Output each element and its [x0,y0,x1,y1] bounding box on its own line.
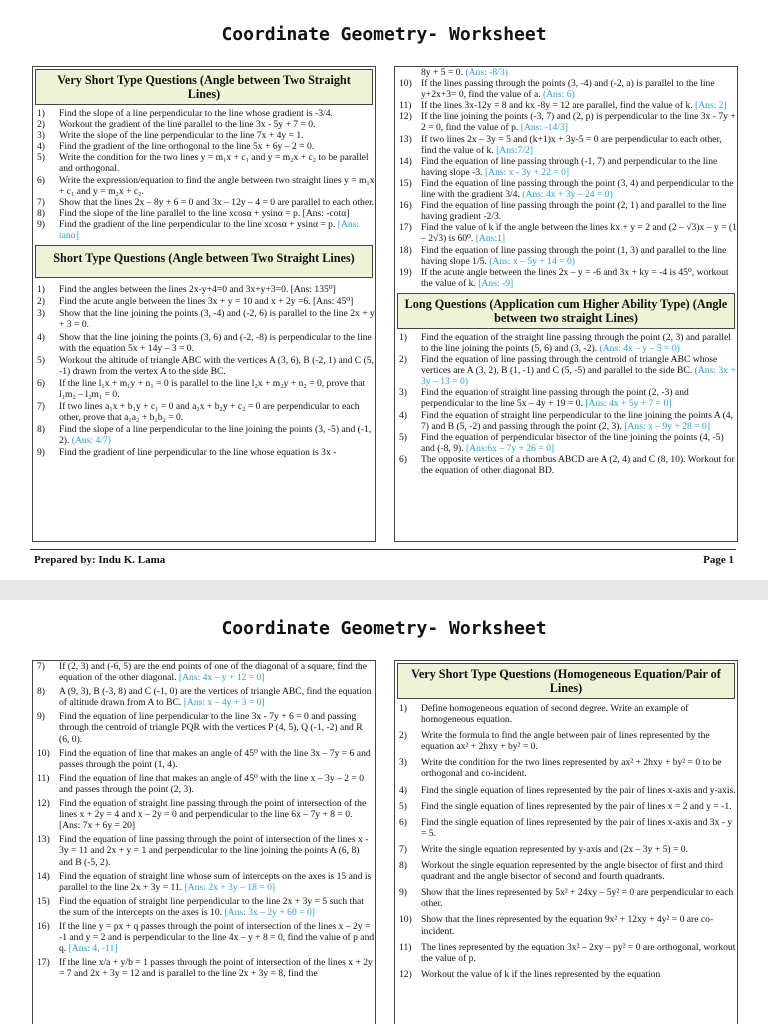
question-number: 8) [37,686,45,698]
question-number: 6) [399,453,407,465]
question-number: 5) [399,431,407,443]
question-item [33,686,375,708]
question-number: 11) [399,100,412,112]
answer-text: [Ans: x – 9y + 28 = 0] [624,420,711,432]
question-item [395,785,737,796]
question-number: 3) [37,130,45,142]
question-text: Find the equation of perpendicular bisector of the line joining the points (4, -5) and (-8, 9). [421,431,724,454]
question-item [33,130,375,141]
question-number: 2) [37,296,45,308]
question-text: Find the slope of a line perpendicular to the line joining the points (3, -5) and (-1, 2). [59,424,372,447]
question-text: Find the equation of line passing through the point (2, 1) and parallel to the line having gradient -2/3. [421,200,727,223]
question-text: Find the equation of line passing through the point (3, 4) and perpendicular to the line with the gradient 3/4. [421,177,734,201]
question-text: A (9, 3), B (-3, 8) and C (-1, 0) are the vertices of triangle ABC, find the equation of altitude drawn from A to BC. [59,686,372,709]
question-number: 7) [37,196,45,208]
question-item [395,969,737,980]
question-number: 3) [399,387,407,399]
question-item [395,222,737,244]
question-text: Workout the gradient of the line parallel to the line 3x - 5y + 7 = 0. [59,119,316,131]
answer-text: (Ans: 6) [543,89,575,101]
question-item [33,773,375,795]
question-text: Find the equation of line that makes an angle of 45⁰ with the line x – 3y – 2 = 0 and passes through the point (2, 3). [59,772,365,795]
page-title: Coordinate Geometry- Worksheet [221,24,547,45]
question-item [33,748,375,770]
question-number: 14) [37,870,50,882]
question-item [395,111,737,133]
question-number: 17) [399,222,412,234]
question-item [33,957,375,979]
question-number: 9) [399,887,407,899]
question-number: 7) [37,401,45,413]
right-column [394,66,738,542]
right-column [394,660,738,1024]
short-question-list-continued [395,67,737,289]
left-column [32,66,376,542]
question-item [395,156,737,178]
question-number: 5) [399,800,407,812]
question-text: If the line l₁x + m₁y + n₁ = 0 is parallel to the line l₂x + m₂y + n₂ = 0, prove that l₁m₂ – l₂m₁ = 0. [59,377,366,400]
question-number: 3) [37,308,45,320]
question-item [33,661,375,683]
question-number: 15) [37,895,50,907]
question-item [395,432,737,454]
question-number: 8) [399,860,407,872]
question-number: 1) [37,108,45,119]
question-text: If (2, 3) and (-6, 5) are the end points of one of the diagonal of a square, find the equation of the other diagonal. [59,661,367,684]
question-item [33,798,375,831]
question-text: If the acute angle between the lines 2x – y = -6 and 3x + ky = -4 is 45⁰, workout the value of k. [421,266,729,289]
question-text: If two lines a₁x + b₁y + c₁ = 0 and a₂x + b₂y + c₂ = 0 are perpendicular to each other, prove that a₁a₂ + b₁b₂ = 0. [59,401,360,424]
question-text: The opposite vertices of a rhombus ABCD are A (2, 4) and C (8, 10). Workout for the equation of other diagonal BD. [421,453,735,476]
question-text: If the lines passing through the points (3, -4) and (-2, a) is parallel to the line y+2x+3= 0, find the value of a. [421,78,715,101]
question-item [33,401,375,423]
question-number: 6) [37,174,45,186]
question-text: Find the equation of line passing through the point of intersection of the lines x - 3y = 11 and 2x + y = 1 and perpendicular to the line joining the points A (6, 8) and B (-5, 2). [59,834,369,868]
question-item [33,152,375,174]
question-number: 18) [399,244,412,256]
question-text: Find the slope of a line perpendicular to the line whose gradient is -3/4. [59,108,333,119]
answer-text: [Ans:7/2] [496,144,533,156]
section-heading-very-short: Very Short Type Questions (Angle between Two Straight Lines) [35,69,373,105]
question-text: Find the equation of straight line passing through the point (2, -3) and perpendicular to the line 5x – 4y + 19 = 0. [421,387,689,410]
question-number: 7) [37,661,45,672]
answer-text: [Ans: 4x – y + 12 = 0] [178,672,265,684]
question-text: Find the gradient of the line orthogonal to the line 5x + 6y – 2 = 0. [59,141,315,153]
very-short-question-list [33,108,375,241]
question-item [33,355,375,377]
question-text: Find the equation of straight line whose sum of intercepts on the axes is 15 and is parallel to the line 2x + 3y = 11. [59,870,372,893]
answer-text: (Ans: 4x + 3y – 24 = 0) [522,189,613,201]
question-text: Write the slope of the line perpendicular to the line 7x + 4y = 1. [59,130,304,142]
question-item [395,178,737,200]
question-item [395,817,737,839]
homogeneous-question-list [395,703,737,980]
question-item [395,844,737,855]
question-number: 12) [37,798,50,810]
question-number: 10) [399,914,412,926]
question-number: 10) [37,747,50,759]
question-text: Write the expression/equation to find the angle between two straight lines y = m₁x + c₁ and y = m₂x + c₂. [59,174,375,197]
question-text: Find the single equation of lines represented by the pair of lines x = 2 and y = -1. [421,800,732,812]
question-number: 8) [37,424,45,436]
answer-text: [Ans: 3x – 2y + 60 = 0] [224,906,315,918]
footer-author: Prepared by: Indu K. Lama [34,554,166,566]
question-number: 4) [399,784,407,796]
question-number: 16) [399,200,412,212]
question-item [395,757,737,779]
question-text: Show that the line joining the points (3, -4) and (-2, 6) is parallel to the line 2x + y + 3 = 0. [59,308,375,331]
question-item [395,454,737,476]
footer-page-number: Page 1 [703,554,734,566]
left-column [32,660,376,1024]
question-text: Find the value of k if the angle between the lines kx + y = 2 and (2 – √3)x – y = (1 – 2√3) is 60⁰. [421,222,737,245]
question-item [33,296,375,307]
answer-text: [Ans: 2] [695,100,727,112]
question-number: 13) [37,834,50,846]
question-item [33,921,375,954]
question-item [395,410,737,432]
question-text: Find the equation of line perpendicular to the line 3x - 7y + 6 = 0 and passing through the centroid of triangle PQR with the vertices P (4, 5), Q (-1, -2) and R (6, 0). [59,711,363,745]
answer-text: (Ans: 3x + 3y – 13 = 0) [421,365,736,388]
answer-text: (Ans: x – 5y + 14 = 0) [489,255,575,267]
question-item [395,100,737,111]
question-item [395,134,737,156]
question-text: Find the equation of line passing through (-1, 7) and perpendicular to the line having slope -3. [421,155,718,178]
question-item [33,119,375,130]
question-item [395,67,737,78]
question-number: 2) [399,730,407,742]
question-text: The lines represented by the equation 3x² – 2xy – py² = 0 are orthogonal, workout the value of p. [421,941,736,964]
question-text: Show that the line joining the points (3, 6) and (-2, -8) is perpendicular to the line with the equation 5x + 14y – 3 = 0. [59,331,372,354]
question-number: 11) [37,772,50,784]
question-item [33,834,375,867]
question-text: Workout the altitude of triangle ABC with the vertices A (3, 6), B (-2, 1) and C (5, -1) drawn from the vertex A to the side BC. [59,354,374,377]
question-number: 5) [37,152,45,164]
answer-text: (Ans: -8/3) [465,67,508,78]
question-number: 6) [37,377,45,389]
question-number: 8) [37,207,45,219]
answer-text: [Ans: 4, -11] [68,943,118,955]
question-number: 16) [37,920,50,932]
question-text: Show that the lines represented by 5x² + 24xy – 5y² = 0 are perpendicular to each other. [421,887,734,910]
question-number: 6) [399,816,407,828]
question-item [33,208,375,219]
answer-text: [Ans: x – 4y + 3 = 0] [183,697,265,709]
page-title: Coordinate Geometry- Worksheet [221,618,547,639]
question-item [33,108,375,119]
question-number: 19) [399,266,412,278]
question-item [33,175,375,197]
question-item [33,896,375,918]
question-text: Write the condition for the two lines represented by ax² + 2hxy + by² = 0 to be orthogonal and co-incident. [421,757,722,780]
question-number: 1) [37,284,45,296]
answer-text: (Ans: 4x – y – 5 = 0) [599,342,680,354]
question-number: 12) [399,111,412,123]
question-text: Write the condition for the two lines y = m₁x + c₁ and y = m₂x + c₂ to be parallel and orthogonal. [59,152,369,175]
question-item [33,197,375,208]
question-text: Find the equation of line that makes an angle of 45⁰ with the line 3x – 7y = 6 and passes through the point (1, 4). [59,747,371,770]
question-text: Find the slope of the line parallel to the line xcosα + ysinα = p. [Ans: -cotα] [59,207,350,219]
answer-text: [Ans: -14/3] [520,122,568,134]
question-item [33,378,375,400]
answer-text: [Ans: 2x + 3y – 18 = 0] [184,881,276,893]
question-text: Find the equation of line passing through the point (1, 3) and parallel to the line having slope 1/5. [421,244,727,267]
question-item [395,200,737,222]
question-item [395,78,737,100]
question-number: 9) [37,447,45,459]
question-item [395,354,737,387]
question-text: Find the equation of straight line passing through the point of intersection of the lines x + 2y = 4 and x – 2y = 0 and perpendicular to the line 6x – 7y + 8 = 0. [Ans: 7x + 6y = 20] [59,798,367,832]
question-text: Find the equation of straight line perpendicular to the line 2x + 3y = 5 such that the sum of the intercepts on the axes is 10. [59,895,364,918]
question-item [33,219,375,241]
long-question-list-continued [33,661,375,979]
question-number: 2) [399,354,407,366]
question-number: 4) [37,331,45,343]
question-text: Find the gradient of the line perpendicular to the line xcosα + ysinα = p. [59,218,336,230]
question-number: 7) [399,843,407,855]
question-item [33,871,375,893]
answer-text: [Ans: tanα] [59,218,360,242]
question-number: 1) [399,703,407,714]
question-item [395,730,737,752]
question-item [33,447,375,458]
question-number: 17) [37,957,50,969]
question-item [395,914,737,936]
question-text: Find the equation of line passing through the centroid of triangle ABC whose vertices are A (3, 2), B (1, -1) and C (5, -5) and parallel to the side BC. [421,354,718,377]
question-number: 4) [399,409,407,421]
question-text: If the line joining the points (-3, 7) and (2, p) is perpendicular to the line 3x - 7y + 2 = 0, find the value of p. [421,111,736,134]
question-number: 15) [399,177,412,189]
question-item [395,942,737,964]
question-text: If the lines 3x-12y = 8 and kx -8y = 12 are parallel, find the value of k. [421,100,693,112]
answer-text: [Ans: 4x + 5y + 7 = 0] [585,398,672,410]
long-question-list [395,332,737,476]
question-number: 14) [399,155,412,167]
section-heading-homogeneous: Very Short Type Questions (Homogeneous Equation/Pair of Lines) [397,663,735,699]
question-text: Show that the lines represented by the equation 9x² + 12xy + 4y² = 0 are co-incident. [421,914,714,937]
question-item [395,860,737,882]
question-item [395,332,737,354]
question-text: Find the single equation of lines represented by the pair of lines x-axis and 3x - y = 5. [421,816,733,839]
question-text: Find the angles between the lines 2x-y+4=0 and 3x+y+3=0. [Ans: 135⁰] [59,284,336,296]
question-text: If the line y = px + q passes through the point of intersection of the lines x – 2y = -1 and y = 2 and is perpendicular to the line 4x – y + 8 = 0, find the value of p and q. [59,920,375,955]
question-item [395,801,737,812]
short-question-list [33,284,375,458]
question-item [33,332,375,354]
question-text: Find the equation of straight line perpendicular to the line joining the points A (4, 7) and B (5, -2) and passing through the point (2, 3). [421,409,734,432]
question-text: Find the equation of the straight line passing through the point (2, 3) and parallel to the line joining the points (5, 6) and (3, -2). [421,331,731,354]
question-text: If two lines 2x – 3y = 5 and (k+1)x + 3y-5 = 0 are perpendicular to each other, find the value of k. [421,133,722,156]
worksheet-page-2 [0,600,768,1024]
question-text: Find the gradient of line perpendicular to the line whose equation is 3x - [59,447,337,459]
question-number: 2) [37,119,45,131]
question-text: Workout the value of k if the lines represented by the equation [421,968,661,980]
question-number: 9) [37,711,45,723]
question-text: Write the single equation represented by y-axis and (2x – 3y + 5) = 0. [421,843,688,855]
answer-text: (Ans: 4/7) [71,435,111,447]
question-number: 12) [399,968,412,980]
question-item [395,887,737,909]
question-text: 8y + 5 = 0. [421,67,464,78]
question-number: 11) [399,941,412,953]
question-text: Workout the single equation represented by the angle bisector of first and third quadrant and the angle bisector of second and fourth quadrants. [421,860,723,883]
question-item [395,267,737,289]
question-item [395,387,737,409]
question-item [395,245,737,267]
answer-text: [Ans: -9] [478,277,514,289]
question-item [33,284,375,295]
section-heading-short: Short Type Questions (Angle between Two Straight Lines) [35,245,373,278]
answer-text: [Ans:6x – 7y + 26 = 0] [466,442,555,454]
answer-text: [Ans:1] [475,233,506,245]
question-text: Show that the lines 2x – 8y + 6 = 0 and 3x – 12y – 4 = 0 are parallel to each other. [59,196,375,208]
question-item [33,308,375,330]
question-number: 13) [399,133,412,145]
question-text: If the line x/a + y/b = 1 passes through the point of intersection of the lines x + 2y = 7 and 2x + 3y = 12 and is parallel to the line 2x + 3y = 8, find the [59,957,373,980]
question-item [33,424,375,446]
question-number: 10) [399,78,412,90]
question-text: Define homogeneous equation of second degree. Write an example of homogeneous equation. [421,703,689,726]
question-number: 5) [37,354,45,366]
question-number: 3) [399,757,407,769]
question-item [33,711,375,744]
question-text: Write the formula to find the angle between pair of lines represented by the equation ax² + 2hxy + by² = 0. [421,730,710,753]
answer-text: [Ans: x - 3y + 22 = 0] [484,166,570,178]
question-item [33,141,375,152]
question-text: Find the acute angle between the lines 3x + y = 10 and x + 2y =6. [Ans: 45⁰] [59,296,354,308]
question-item [395,703,737,725]
footer-divider [30,549,736,550]
question-number: 4) [37,141,45,153]
question-text: Find the single equation of lines represented by the pair of lines x-axis and y-axis. [421,784,736,796]
question-number: 1) [399,331,407,343]
section-heading-long: Long Questions (Application cum Higher Ability Type) (Angle between two straight Lines) [397,293,735,329]
question-number: 9) [37,218,45,230]
